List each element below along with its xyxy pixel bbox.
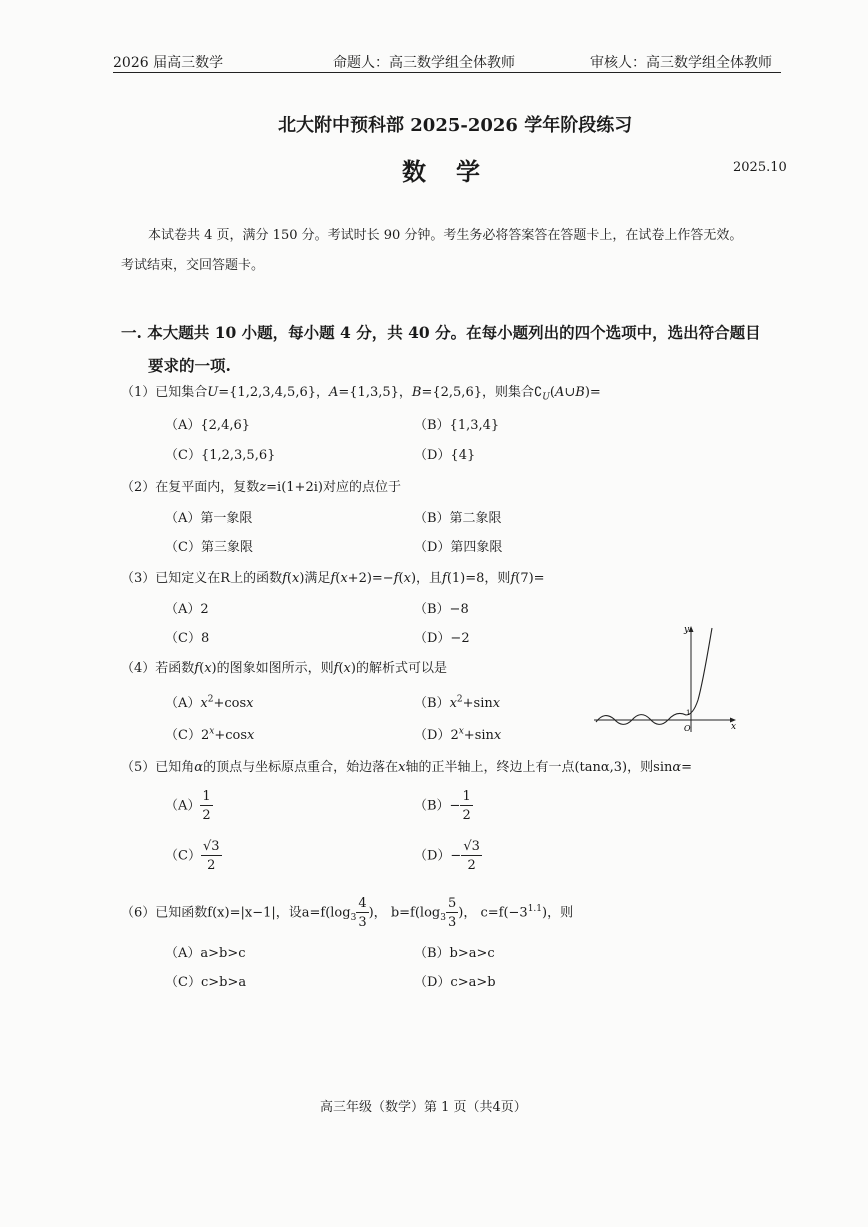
question-3-option-a[interactable]: （A）2 xyxy=(165,602,209,617)
question-6-option-b[interactable]: （B）b>a>c xyxy=(414,946,495,961)
question-1-option-a[interactable]: （A）{2,4,6} xyxy=(165,418,251,433)
origin-label: O xyxy=(684,724,691,733)
question-3-stem: （3）已知定义在R上的函数f(x)满足f(x+2)=−f(x)，且f(1)=8，则f(7)= xyxy=(121,571,545,586)
question-5-option-d[interactable]: （D）− $\frac{√3}{2}$ xyxy=(414,839,480,873)
question-4-stem: （4）若函数f(x)的图象如图所示，则f(x)的解析式可以是 xyxy=(121,661,447,676)
question-3-option-c[interactable]: （C）8 xyxy=(165,631,210,646)
exam-date: 2025.10 xyxy=(733,160,787,175)
question-5-stem: （5）已知角α的顶点与坐标原点重合，始边落在x轴的正半轴上，终边上有一点(tanα,3)，则sinα= xyxy=(121,760,693,775)
question-4-option-a[interactable]: $(A)x^2+\cos x$ xyxy=(165,694,254,711)
section-heading-line-2: 要求的一项. xyxy=(148,356,231,375)
question-6-option-d[interactable]: （D）c>a>b xyxy=(414,975,496,990)
question-1-option-d[interactable]: （D）{4} xyxy=(414,448,476,463)
section-heading-line-1: 一. 本大题共 10 小题，每小题 4 分，共 40 分。在每小题列出的四个选项中，选出符合题目 xyxy=(121,323,761,342)
question-6-stem: （6）已知函数f(x)=|x−1|，设$a=f(\log_3$ $\frac{4}{3}$ )， $b=f(\log_3$ $\frac{5}{3}$ )， $c=f(-3^{1.1})$，则 xyxy=(121,896,574,930)
subject-title: 数学 xyxy=(402,157,510,186)
question-2-option-a[interactable]: （A）第一象限 xyxy=(165,511,253,526)
question-6-option-c[interactable]: （C）c>b>a xyxy=(165,975,247,990)
header-author: 命题人：高三数学组全体教师 xyxy=(333,55,515,71)
question-5-option-b[interactable]: （B）− $\frac{1}{2}$ xyxy=(414,789,471,823)
question-4-option-b[interactable]: $(B)x^2+\sin x$ xyxy=(414,694,501,711)
question-4-option-d[interactable]: $(D)2^x+\sin x$ xyxy=(414,726,502,743)
x-axis-label: x xyxy=(731,722,737,732)
page-footer: 高三年级（数学）第 1 页（共4页） xyxy=(320,1100,527,1115)
y-axis-arrow xyxy=(689,626,694,632)
question-2-option-b[interactable]: （B）第二象限 xyxy=(414,511,502,526)
question-3-option-d[interactable]: （D）−2 xyxy=(414,631,470,646)
question-1-option-c[interactable]: （C）{1,2,3,5,6} xyxy=(165,448,276,463)
header-reviewer: 审核人：高三数学组全体教师 xyxy=(590,55,772,71)
question-4-graph xyxy=(590,622,740,734)
question-2-option-d[interactable]: （D）第四象限 xyxy=(414,540,503,555)
question-5-option-c[interactable]: （C） $\frac{√3}{2}$ xyxy=(165,839,220,873)
instructions-line-2: 考试结束，交回答题卡。 xyxy=(121,258,265,273)
header-grade: 2026 届高三数学 xyxy=(113,55,224,71)
exam-title: 北大附中预科部 2025-2026 学年阶段练习 xyxy=(278,115,633,136)
question-5-option-a[interactable]: （A） $\frac{1}{2}$ xyxy=(165,789,211,823)
question-1-option-b[interactable]: （B）{1,3,4} xyxy=(414,418,500,433)
y-axis-label: y xyxy=(684,625,690,635)
question-2-option-c[interactable]: （C）第三象限 xyxy=(165,540,253,555)
question-6-option-a[interactable]: （A）a>b>c xyxy=(165,946,246,961)
question-1-stem: （1）已知集合U={1,2,3,4,5,6}，A={1,3,5}，B={2,5,6}，则集合$∁_U(A\cup B)=$ xyxy=(121,385,601,403)
instructions-line-1: 本试卷共 4 页，满分 150 分。考试时长 90 分钟。考生务必将答案答在答题卡上，在试卷上作答无效。 xyxy=(148,228,743,243)
question-3-option-b[interactable]: （B）−8 xyxy=(414,602,469,617)
question-2-stem: （2）在复平面内，复数z=i(1+2i)对应的点位于 xyxy=(121,480,401,495)
question-4-option-c[interactable]: $(C)2^x+\cos x$ xyxy=(165,726,255,743)
tick-label-1: 1 xyxy=(686,709,691,717)
function-curve xyxy=(596,628,712,724)
header-rule xyxy=(113,72,781,73)
